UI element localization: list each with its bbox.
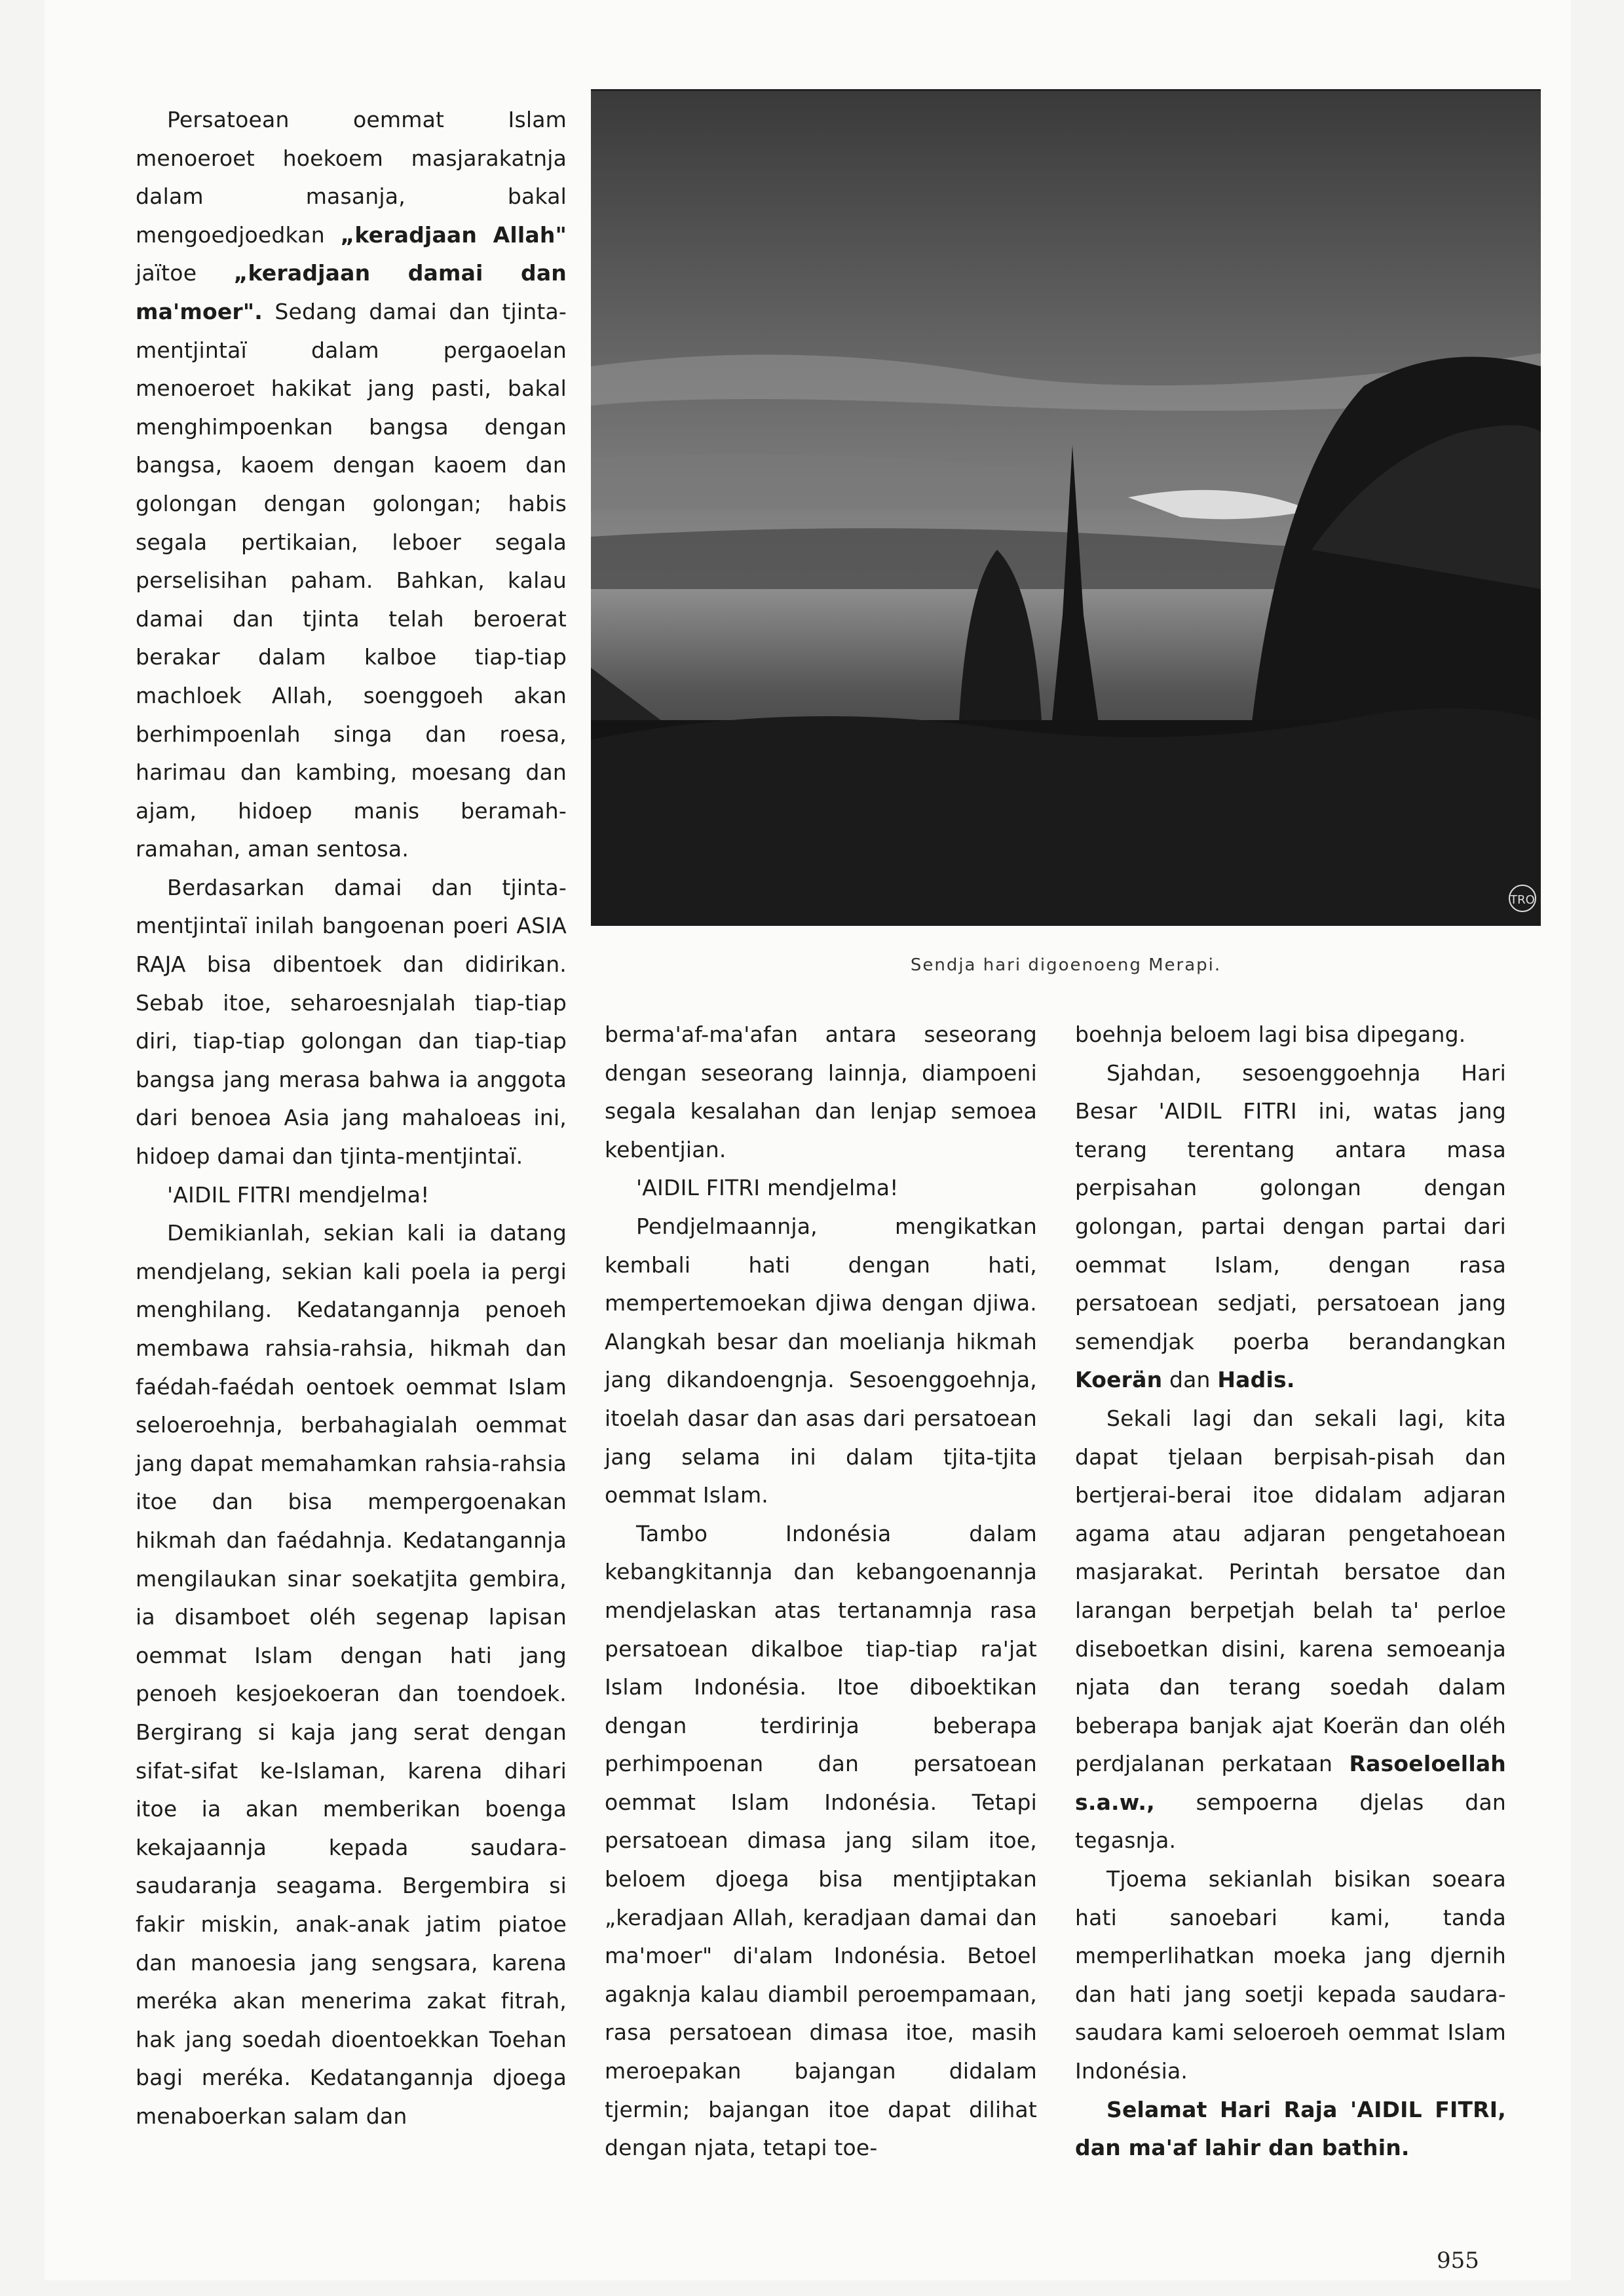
page-number: 955 [1437, 2248, 1479, 2274]
photo-caption: Sendja hari digoenoeng Merapi. [910, 955, 1222, 975]
paragraph: Berdasarkan damai dan tjinta-mentjintaï inilah bangoenan poeri ASIA RAJA bisa dibentoek dan didirikan. Sebab itoe, seharoesnjalah tiap-tiap diri, tiap-tiap golongan dan tiap-tiap bangsa jang merasa bahwa ia anggota dari benoea Asia jang mahaloeas ini, hidoep damai dan tjinta-mentjintaï. [136, 874, 567, 1170]
paragraph: Persatoean oemmat Islam menoeroet hoekoem masjarakatnja dalam masanja, bakal mengoedjoedkan „keradjaan Allah" jaïtoe „keradjaan damai dan ma'moer". Sedang damai dan tjinta-mentjintaï dalam pergaoelan menoeroet hakikat jang pasti, bakal menghimpoenkan bangsa dengan bangsa, kaoem dengan kaoem dan golongan dengan golongan; habis segala pertikaian, leboer segala perselisihan paham. Bahkan, kalau damai dan tjinta telah beroerat berakar dalam kalboe tiap-tiap machloek Allah, soenggoeh akan berhimpoenlah singa dan roesa, harimau dan kambing, moesang dan ajam, hidoep manis beramah-ramahan, aman sentosa. [136, 107, 567, 862]
paragraph: 'AIDIL FITRI mendjelma! [636, 1175, 899, 1201]
photo-watermark: TRO [1510, 893, 1535, 907]
paragraph: Demikianlah, sekian kali ia datang mendjelang, sekian kali poela ia pergi menghilang. Kedatangannja penoeh membawa rahsia-rahsia, hikmah dan faédah-faédah oentoek oemmat Islam seloeroehnja, berbahagialah oemmat jang dapat memahamkan rahsia-rahsia itoe dan bisa mempergoenakan hikmah dan faédahnja. Kedatangannja mengilaukan sinar soekatjita gembira, ia disamboet oléh segenap lapisan oemmat Islam dengan hati jang penoeh kesjoekoeran dan toendoek. Bergirang si kaja jang serat dengan sifat-sifat ke-Islaman, karena dihari itoe ia akan memberikan boenga kekajaannja kepada saudara-saudaranja seagama. Bergembira si fakir miskin, anak-anak jatim piatoe dan manoesia jang sengsara, karena meréka akan menerima zakat fitrah, hak jang soedah dioentoekkan Toehan bagi meréka. Kedatangannja djoega menaboerkan salam dan [136, 1220, 567, 2129]
paragraph: Tjoema sekianlah bisikan soeara hati sanoebari kami, tanda memperlihatkan moeka jang djernih dan hati jang soetji kepada saudara-saudara kami seloeroeh oemmat Islam Indonésia. [1075, 1866, 1506, 2084]
paragraph: boehnja beloem lagi bisa dipegang. [1075, 1022, 1466, 1047]
photo-graphic [591, 91, 1541, 926]
paragraph: Tambo Indonésia dalam kebangkitannja dan kebangoenannja mendjelaskan atas tertanamnja rasa persatoean dikalboe tiap-tiap ra'jat Islam Indonésia. Itoe diboektikan dengan terdirinja beberapa perhimpoenan dan persatoean oemmat Islam Indonésia. Tetapi persatoean dimasa jang silam itoe, beloem djoega bisa mentjiptakan „keradjaan Allah, keradjaan damai dan ma'moer" di'alam Indonésia. Betoel agaknja kalau diambil peroempamaan, rasa persatoean dimasa itoe, masih meroepakan bajangan didalam tjermin; bajangan itoe dapat dilihat dengan njata, tetapi toe- [605, 1520, 1037, 2161]
paragraph: Sjahdan, sesoenggoehnja Hari Besar 'AIDIL FITRI ini, watas jang terang terentang antara masa perpisahan golongan dengan golongan, partai dengan partai dari oemmat Islam, dengan rasa persatoean sedjati, persatoean jang semendjak poerba berandangkan Koerän dan Hadis. [1075, 1060, 1506, 1393]
text-column-2 [605, 1016, 1037, 2168]
page [45, 0, 1571, 2280]
paragraph: berma'af-ma'afan antara seseorang dengan seseorang lainnja, diampoeni segala kesalahan dan lenjap semoea kebentjian. [605, 1022, 1037, 1162]
text-column-1 [136, 101, 567, 2135]
paragraph: Pendjelmaannja, mengikatkan kembali hati dengan hati, mempertemoekan djiwa dengan djiwa. Alangkah besar dan moelianja hikmah jang dikandoengnja. Sesoenggoehnja, itoelah dasar dan asas dari persatoean jang selama ini dalam tjita-tjita oemmat Islam. [605, 1213, 1037, 1508]
closing-greeting: Selamat Hari Raja 'AIDIL FITRI, dan ma'af lahir dan bathin. [1075, 2096, 1506, 2161]
paragraph: Sekali lagi dan sekali lagi, kita dapat tjelaan berpisah-pisah dan bertjerai-berai itoe didalam adjaran agama atau adjaran pengetahoean masjarakat. Perintah bersatoe dan larangan berpetjah belah ta' perloe diseboetkan disini, karena semoeanja njata dan terang soedah dalam beberapa banjak ajat Koerän dan oléh perdjalanan perkataan Rasoeloellah s.a.w., sempoerna djelas dan tegasnja. [1075, 1405, 1506, 1854]
text-column-3 [1075, 1016, 1506, 2168]
paragraph: 'AIDIL FITRI mendjelma! [167, 1181, 430, 1208]
landscape-photo [591, 89, 1541, 926]
